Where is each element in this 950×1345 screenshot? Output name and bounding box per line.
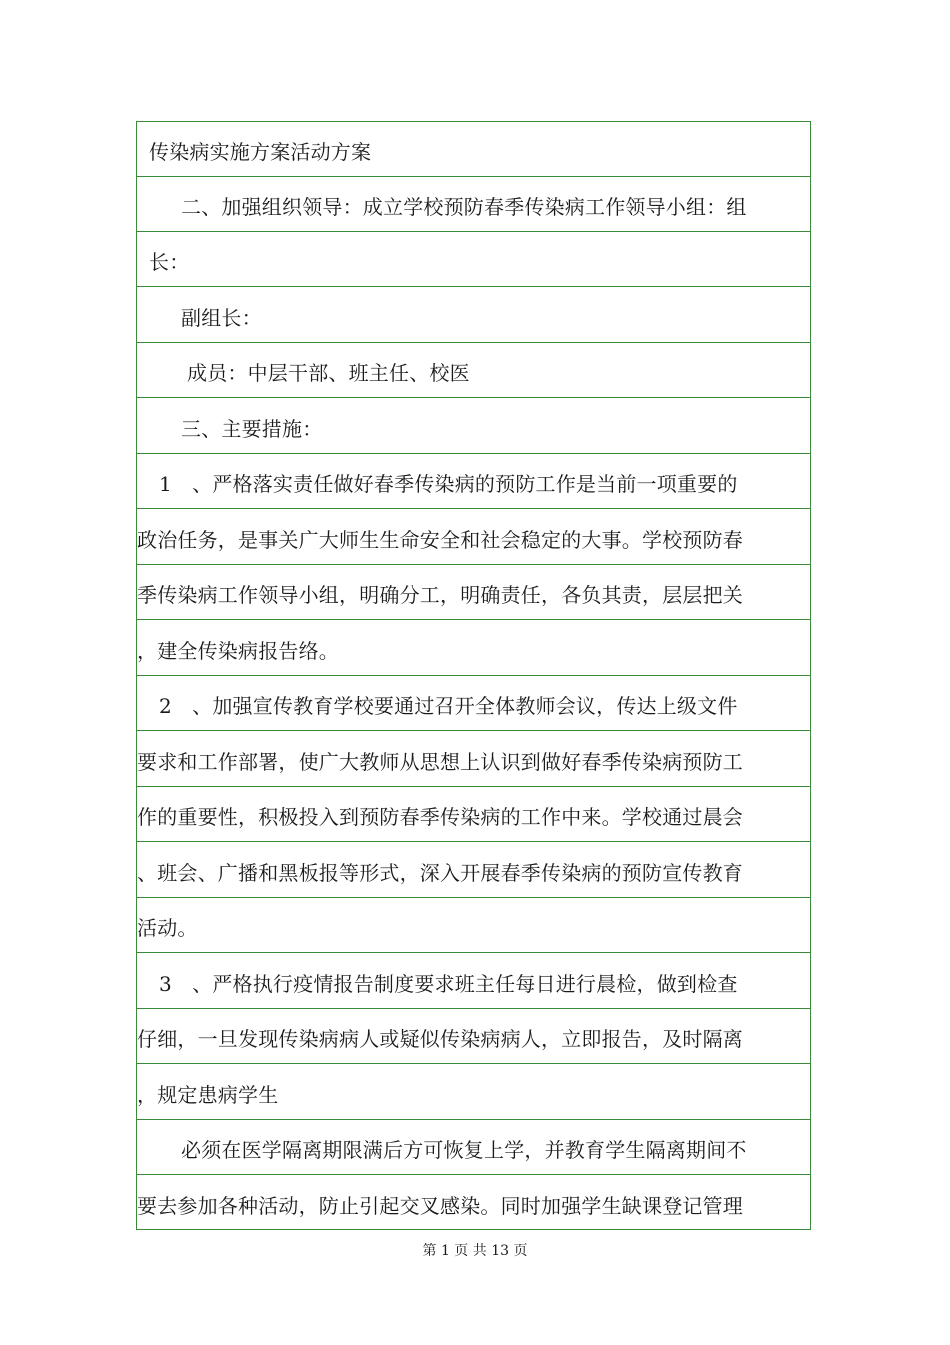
document-row <box>137 954 810 1009</box>
document-row <box>137 732 810 787</box>
document-line: 要去参加各种活动，防止引起交叉感染。同时加强学生缺课登记管理 <box>137 1194 743 1218</box>
document-line: 要求和工作部署，使广大教师从思想上认识到做好春季传染病预防工 <box>137 750 743 774</box>
document-row <box>137 1175 810 1230</box>
document-line: ，规定患病学生 <box>137 1083 279 1107</box>
document-line: ，建全传染病报告络。 <box>137 639 339 663</box>
document-row <box>137 1065 810 1120</box>
document-row <box>137 510 810 565</box>
document-frame <box>136 121 811 1230</box>
document-row <box>137 177 810 232</box>
document-row <box>137 787 810 842</box>
document-line: 二、加强组织领导：成立学校预防春季传染病工作领导小组：组 <box>181 195 747 219</box>
document-line: 季传染病工作领导小组，明确分工，明确责任，各负其责，层层把关 <box>137 583 743 607</box>
document-row <box>137 1120 810 1175</box>
document-line: 政治任务，是事关广大师生生命安全和社会稳定的大事。学校预防春 <box>137 528 743 552</box>
document-row <box>137 843 810 898</box>
document-line: 、班会、广播和黑板报等形式，深入开展春季传染病的预防宣传教育 <box>137 861 743 885</box>
document-line: 三、主要措施： <box>181 417 323 441</box>
document-line: 副组长： <box>181 306 262 330</box>
document-row <box>137 454 810 509</box>
page-number: 第 1 页 共 13 页 <box>422 1243 528 1259</box>
document-row <box>137 343 810 398</box>
document-row <box>137 399 810 454</box>
document-row <box>137 232 810 287</box>
document-row <box>137 288 810 343</box>
document-row <box>137 676 810 731</box>
document-row <box>137 898 810 953</box>
document-line: 2 、加强宣传教育学校要通过召开全体教师会议，传达上级文件 <box>159 694 738 718</box>
document-line: 成员：中层干部、班主任、校医 <box>187 361 470 385</box>
document-row <box>137 122 810 177</box>
document-row <box>137 1009 810 1064</box>
document-row <box>137 565 810 620</box>
document-line: 活动。 <box>137 916 198 940</box>
document-line: 长： <box>149 250 190 274</box>
document-line: 1 、严格落实责任做好春季传染病的预防工作是当前一项重要的 <box>159 472 738 496</box>
document-line: 3 、严格执行疫情报告制度要求班主任每日进行晨检，做到检查 <box>159 972 738 996</box>
document-line: 仔细，一旦发现传染病病人或疑似传染病病人，立即报告，及时隔离 <box>137 1027 743 1051</box>
document-line: 必须在医学隔离期限满后方可恢复上学，并教育学生隔离期间不 <box>181 1138 747 1162</box>
document-row <box>137 621 810 676</box>
document-line: 作的重要性，积极投入到预防春季传染病的工作中来。学校通过晨会 <box>137 805 743 829</box>
document-title: 传染病实施方案活动方案 <box>149 140 372 164</box>
